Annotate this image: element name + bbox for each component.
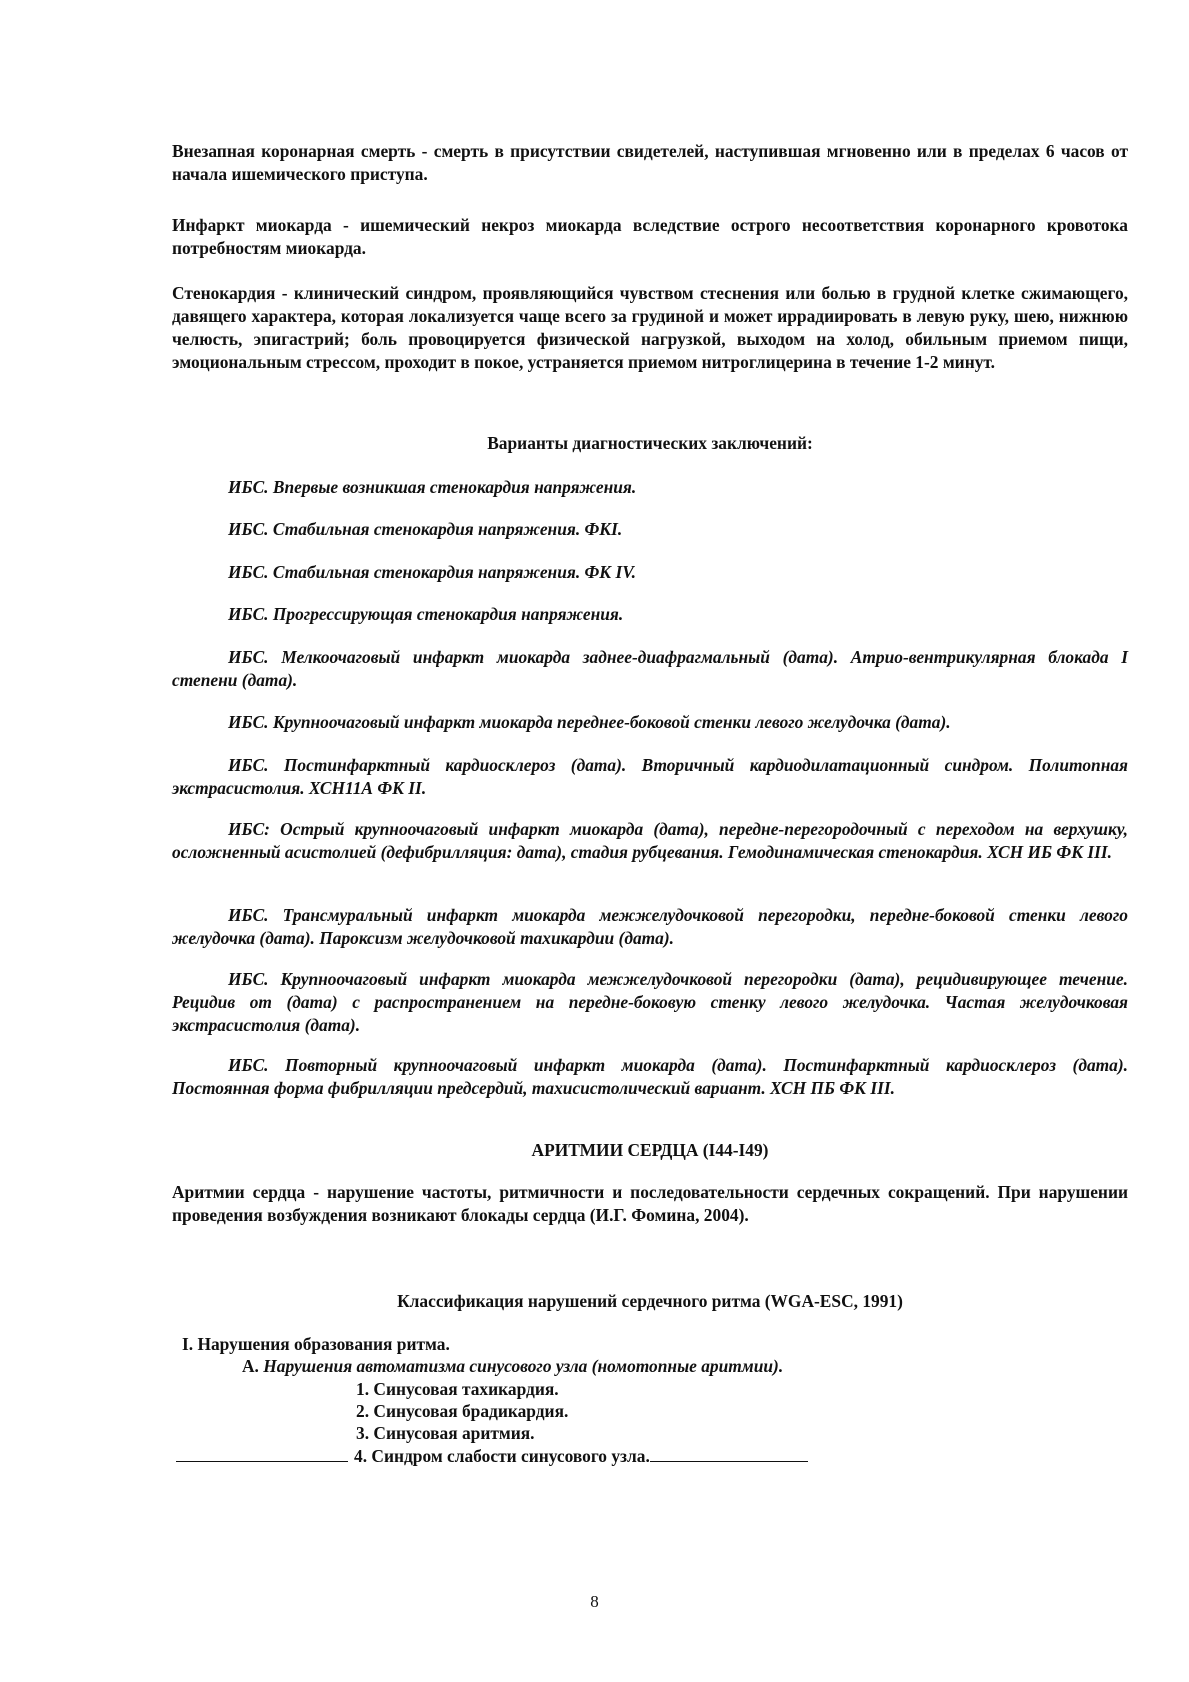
- definition-arrhythmia: [172, 1181, 1128, 1227]
- definition-term: Стенокардия -: [172, 283, 294, 303]
- underline-rule: [176, 1461, 348, 1462]
- diagnosis-variant: ИБС. Крупноочаговый инфаркт миокарда межжелудочковой перегородки (дата), рецидивирующее течение. Рецидив от (дата) с распространением на передне-боковую стенку левого желудочка. Частая желудочковая экстрасистолия (дата).: [172, 969, 1128, 1035]
- classification-item-text: 4. Синдром слабости синусового узла.: [354, 1446, 650, 1466]
- classification-level2-text: Нарушения автоматизма синусового узла (номотопные аритмии).: [263, 1356, 784, 1376]
- diagnosis-variant: ИБС. Мелкоочаговый инфаркт миокарда заднее-диафрагмальный (дата). Атрио-вентрикулярная блокада I степени (дата).: [172, 647, 1128, 690]
- classification-item: 3. Синусовая аритмия.: [356, 1423, 535, 1443]
- diagnosis-variant: ИБС. Повторный крупноочаговый инфаркт миокарда (дата). Постинфарктный кардиосклероз (дата). Постоянная форма фибрилляции предсердий, тахисистолический вариант. ХСН ПБ ФК III.: [172, 1055, 1128, 1098]
- classification-level2: [242, 1355, 783, 1378]
- variants-heading: Варианты диагностических заключений:: [487, 433, 813, 453]
- page-number: 8: [590, 1592, 599, 1611]
- definition-text: смерть в присутствии свидетелей, наступившая мгновенно или в пределах 6 часов от начала ишемического приступа.: [172, 141, 1128, 184]
- diagnosis-variant: ИБС. Стабильная стенокардия напряжения. ФКI.: [228, 519, 623, 539]
- definition-text: ишемический некроз миокарда вследствие острого несоответствия коронарного кровотока потребностям миокарда.: [172, 215, 1129, 258]
- diagnosis-variant: ИБС. Впервые возникшая стенокардия напряжения.: [228, 477, 637, 497]
- classification-heading: Классификация нарушений сердечного ритма (WGA-ESC, 1991): [397, 1291, 903, 1311]
- classification-item: 1. Синусовая тахикардия.: [356, 1379, 559, 1399]
- definition-sudden-coronary-death: [172, 140, 1128, 186]
- diagnosis-variant: ИБС. Постинфарктный кардиосклероз (дата). Вторичный кардиодилатационный синдром. Политопная экстрасистолия. ХСН11А ФК II.: [172, 755, 1128, 798]
- diagnosis-variant: ИБС. Стабильная стенокардия напряжения. ФК IV.: [228, 562, 636, 582]
- arrhythmia-heading: АРИТМИИ СЕРДЦА (I44-I49): [531, 1140, 769, 1160]
- definition-term: Внезапная коронарная смерть -: [172, 141, 434, 161]
- definition-angina: [172, 282, 1128, 374]
- definition-term: Аритмии сердца -: [172, 1182, 327, 1202]
- diagnosis-variant: ИБС. Трансмуральный инфаркт миокарда межжелудочковой перегородки, передне-боковой стенки левого желудочка (дата). Пароксизм желудочковой тахикардии (дата).: [172, 905, 1128, 948]
- classification-item: 2. Синусовая брадикардия.: [356, 1401, 569, 1421]
- diagnosis-variant: ИБС: Острый крупноочаговый инфаркт миокарда (дата), передне-перегородочный с переходом на верхушку, осложненный асистолией (дефибрилляция: дата), стадия рубцевания. Гемодинамическая стенокардия. ХСН ИБ ФК III.: [172, 819, 1128, 862]
- diagnosis-variant: ИБС. Прогрессирующая стенокардия напряжения.: [228, 604, 624, 624]
- definition-term: Инфаркт миокарда -: [172, 215, 361, 235]
- classification-level1: I. Нарушения образования ритма.: [182, 1334, 450, 1354]
- definition-myocardial-infarction: [172, 214, 1128, 260]
- definition-text: нарушение частоты, ритмичности и последовательности сердечных сокращений. При нарушении проведения возбуждения возникают блокады сердца (И.Г. Фомина, 2004).: [172, 1182, 1128, 1225]
- classification-level2-prefix: А.: [242, 1356, 264, 1376]
- diagnosis-variant: ИБС. Крупноочаговый инфаркт миокарда переднее-боковой стенки левого желудочка (дата).: [228, 712, 951, 732]
- underline-rule: [650, 1461, 808, 1462]
- classification-item-underlined: [176, 1445, 808, 1468]
- definition-text: клинический синдром, проявляющийся чувством стеснения или болью в грудной клетке сжимающего, давящего характера, которая локализуется чаще всего за грудиной и может иррадиировать в левую руку, шею, нижнюю челюсть, эпигастрий; боль провоцируется физической нагрузкой, выходом на холод, обильным приемом пищи, эмоциональным стрессом, проходит в покое, устраняется приемом нитроглицерина в течение 1-2 минут.: [172, 283, 1128, 372]
